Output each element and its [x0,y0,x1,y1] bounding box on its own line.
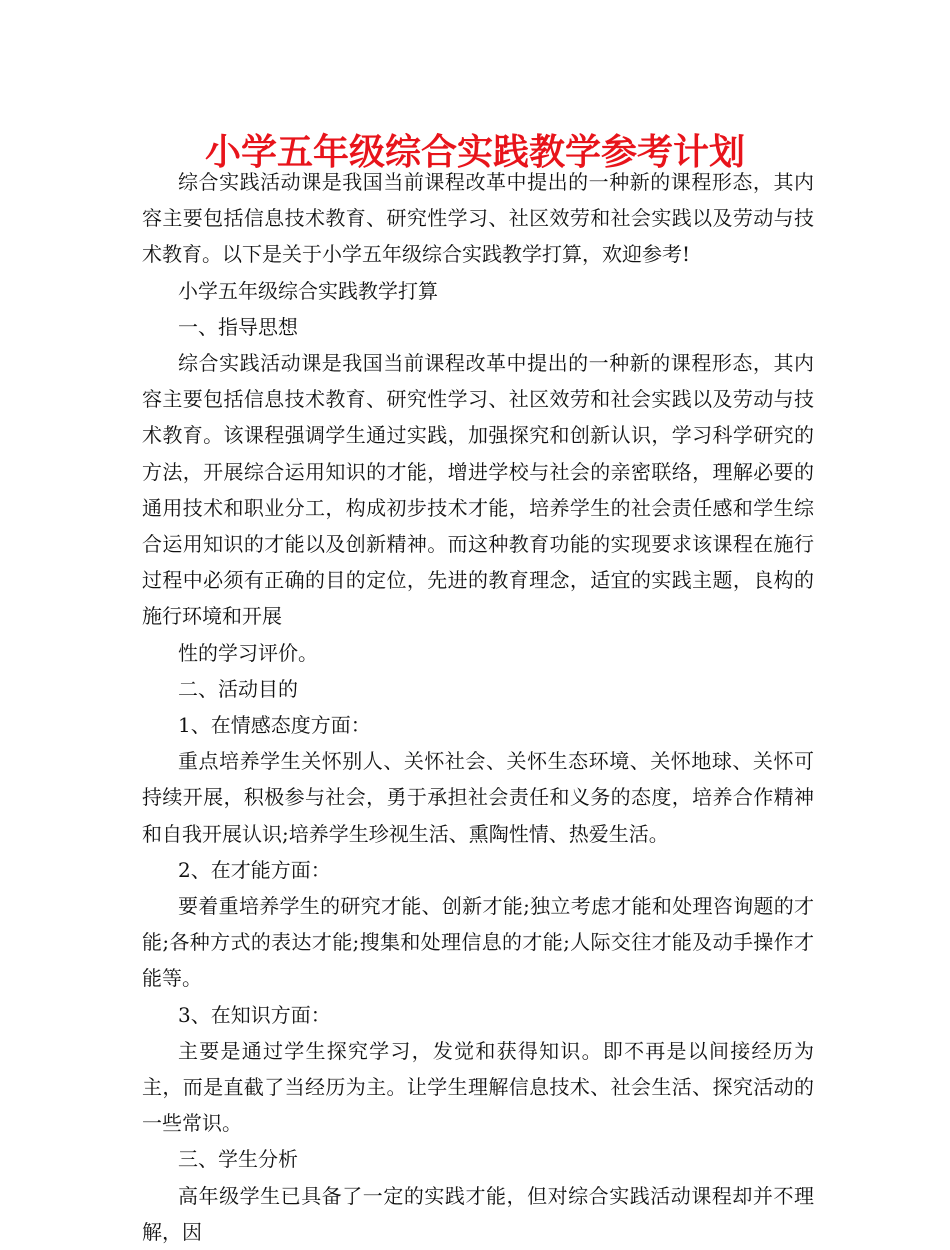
subheading-emotional-attitude: 1、在情感态度方面： [178,713,371,738]
section-heading-activity-goals: 二、活动目的 [178,676,298,701]
ability-paragraph: 要着重培养学生的研究才能、创新才能;独立考虑才能和处理咨询题的才能;各种方式的表达才能;搜集和处理信息的才能;人际交往才能及动手操作才能等。 [142,894,814,991]
plan-heading: 小学五年级综合实践教学打算 [178,278,438,303]
section-heading-guiding-ideology: 一、指导思想 [178,314,298,339]
guiding-ideology-continuation: 性的学习评价。 [178,640,318,665]
knowledge-paragraph: 主要是通过学生探究学习，发觉和获得知识。即不再是以间接经历为主，而是直截了当经历为主。让学生理解信息技术、社会生活、探究活动的一些常识。 [142,1038,814,1136]
subheading-knowledge: 3、在知识方面： [178,1002,331,1027]
guiding-ideology-paragraph: 综合实践活动课是我国当前课程改革中提出的一种新的课程形态，其内容主要包括信息技术教育、研究性学习、社区效劳和社会实践以及劳动与技术教育。该课程强调学生通过实践，加强探究和创新认识，学习科学研究的方法，开展综合运用知识的才能，增进学校与社会的亲密联络，理解必要的通用技术和职业分工，构成初步技术才能，培养学生的社会责任感和学生综合运用知识的才能以及创新精神。而这种教育功能的实现要求该课程在施行过程中必须有正确的目的定位，先进的教育理念，适宜的实践主题，良构的施行环境和开展 [142,351,814,629]
intro-paragraph: 综合实践活动课是我国当前课程改革中提出的一种新的课程形态，其内容主要包括信息技术教育、研究性学习、社区效劳和社会实践以及劳动与技术教育。以下是关于小学五年级综合实践教学打算，欢迎参考! [142,170,814,267]
subheading-ability: 2、在才能方面： [178,857,331,882]
document-title: 小学五年级综合实践教学参考计划 [204,131,745,173]
student-analysis-paragraph: 高年级学生已具备了一定的实践才能，但对综合实践活动课程却并不理解，因 [142,1183,814,1244]
document-body [142,164,814,1250]
section-heading-student-analysis: 三、学生分析 [178,1147,298,1172]
emotional-attitude-paragraph: 重点培养学生关怀别人、关怀社会、关怀生态环境、关怀地球、关怀可持续开展，积极参与社会，勇于承担社会责任和义务的态度，培养合作精神和自我开展认识;培养学生珍视生活、熏陶性情、热爱生活。 [142,749,814,846]
